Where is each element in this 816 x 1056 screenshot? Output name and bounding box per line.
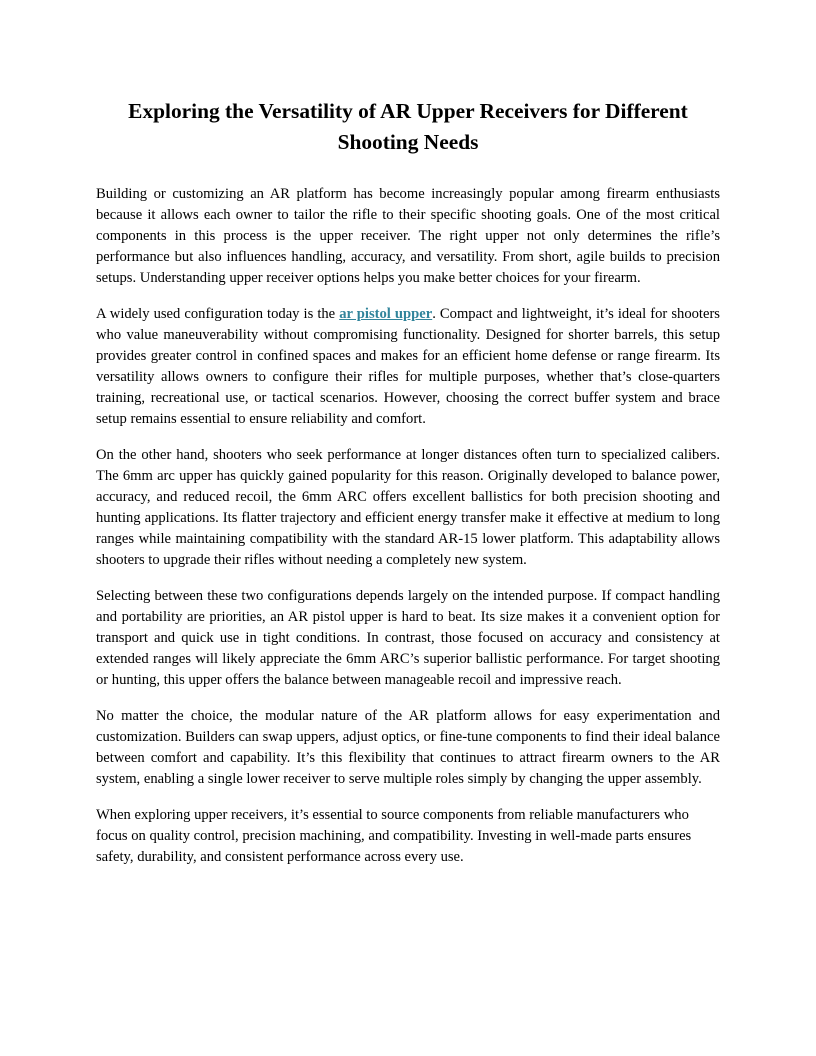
paragraph-text-after-link: . Compact and lightweight, it’s ideal for shooters who value maneuverability without compromising functionality. Designed for shorter barrels, this setup provides greater control in confined spaces and makes for an efficient home defense or range firearm. Its versatility allows owners to configure their rifles for multiple purposes, whether that’s close-quarters training, recreational use, or tactical scenarios. However, choosing the correct buffer system and brace setup remains essential to ensure reliability and comfort. — [96, 306, 720, 427]
paragraph-6mm-arc: On the other hand, shooters who seek performance at longer distances often turn to specialized calibers. The 6mm arc upper has quickly gained popularity for this reason. Originally developed to balance power, accuracy, and reduced recoil, the 6mm ARC offers excellent ballistics for both precision shooting and hunting applications. Its flatter trajectory and efficient energy transfer make it effective at medium to long ranges while maintaining compatibility with the standard AR-15 lower platform. This adaptability allows shooters to upgrade their rifles without needing a completely new system. — [96, 447, 720, 568]
ar-pistol-upper-link[interactable]: ar pistol upper — [339, 306, 433, 322]
document-page — [96, 96, 720, 883]
paragraph-intro: Building or customizing an AR platform has become increasingly popular among firearm enthusiasts because it allows each owner to tailor the rifle to their specific shooting goals. One of the most critical components in this process is the upper receiver. The right upper not only determines the rifle’s performance but also influences handling, accuracy, and versatility. From short, agile builds to precision setups. Understanding upper receiver options helps you make better choices for your firearm. — [96, 186, 720, 286]
document-title: Exploring the Versatility of AR Upper Receivers for Different Shooting Needs — [128, 99, 688, 154]
paragraph-ar-pistol-upper — [96, 304, 720, 430]
paragraph-modular: No matter the choice, the modular nature of the AR platform allows for easy experimentation and customization. Builders can swap uppers, adjust optics, or fine-tune components to find their ideal balance between comfort and capability. It’s this flexibility that continues to attract firearm owners to the AR system, enabling a single lower receiver to serve multiple roles simply by changing the upper assembly. — [96, 708, 720, 787]
paragraph-text-before-link: A widely used configuration today is the — [96, 306, 340, 322]
paragraph-selecting: Selecting between these two configurations depends largely on the intended purpose. If compact handling and portability are priorities, an AR pistol upper is hard to beat. Its size makes it a convenient option for transport and quick use in tight conditions. In contrast, those focused on accuracy and consistency at extended ranges will likely appreciate the 6mm ARC’s superior ballistic performance. For target shooting or hunting, this upper offers the balance between manageable recoil and impressive reach. — [96, 588, 720, 688]
paragraph-conclusion: When exploring upper receivers, it’s essential to source components from reliable manufacturers who focus on quality control, precision machining, and compatibility. Investing in well-made parts ensures safety, durability, and consistent performance across every use. — [96, 807, 692, 865]
